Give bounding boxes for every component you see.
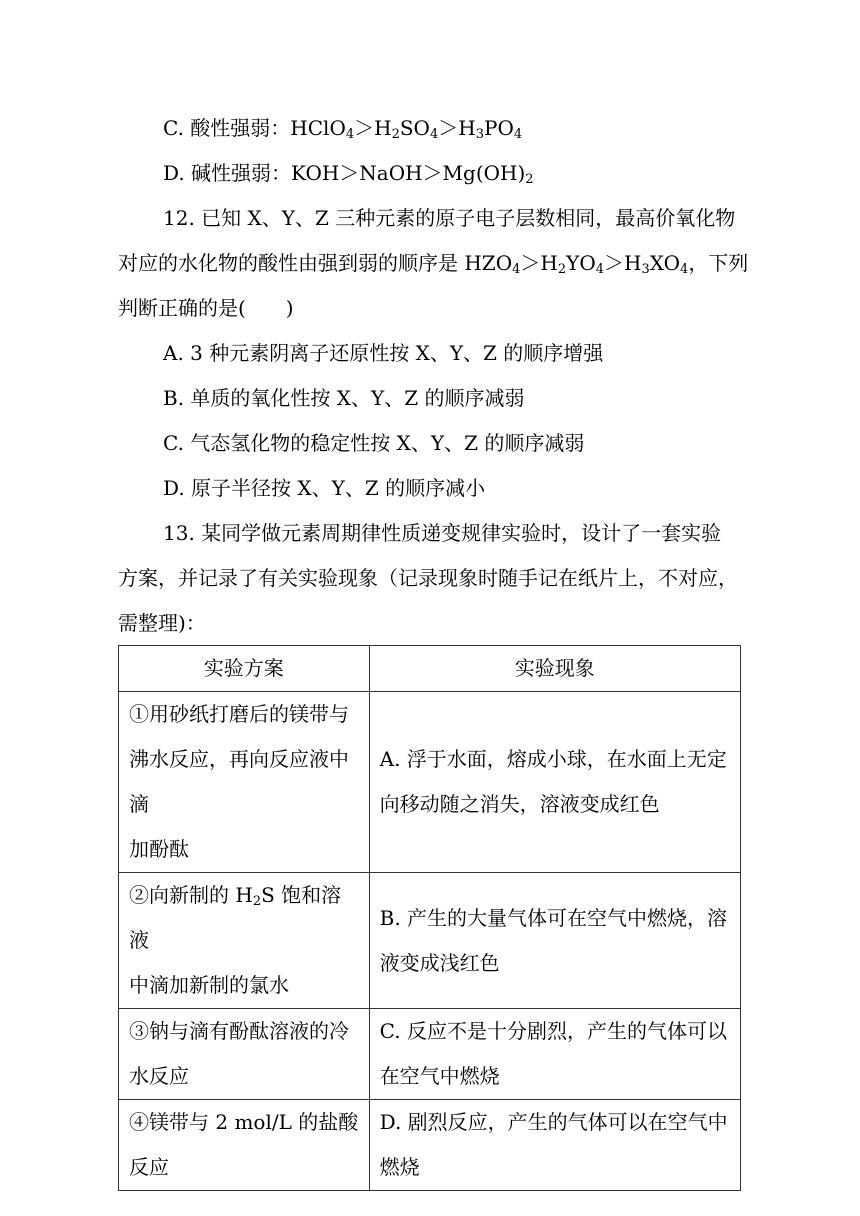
option-c-acidity: [163, 116, 522, 140]
q12-line1: 12. 已知 X、Y、Z 三种元素的原子电子层数相同，最高价氧化物: [163, 206, 736, 230]
q12-text: ＞H: [520, 251, 558, 275]
plan-line: 水反应: [129, 1064, 189, 1088]
phenomenon-cell: [369, 873, 740, 1009]
subscript: 4: [680, 262, 689, 277]
option-d-basicity: [163, 161, 534, 185]
phenomenon-line: A. 浮于水面，熔成小球，在水面上无定: [379, 747, 727, 771]
subscript: 4: [512, 262, 521, 277]
phenomenon-line: 液变成浅红色: [379, 950, 500, 975]
subscript: 2: [557, 262, 567, 277]
plan-line: [129, 873, 359, 963]
plan-line: 沸水反应，再向反应液中滴: [129, 747, 349, 816]
table-row: [119, 1100, 741, 1191]
plan-line: ④镁带与 2 mol/L 的盐酸: [129, 1110, 359, 1134]
q12-text: XO: [649, 251, 681, 275]
subscript: 3: [475, 127, 484, 142]
phenomenon-line: D. 剧烈反应，产生的气体可以在空气中: [379, 1110, 728, 1134]
q13-line1: 13. 某同学做元素周期律性质递变规律实验时，设计了一套实验: [163, 521, 722, 545]
subscript: 4: [595, 262, 604, 277]
table-row: [119, 1009, 741, 1100]
option-c-text: C. 酸性强弱：HClO: [163, 116, 346, 140]
subscript: 4: [429, 127, 439, 142]
q12-text: ，下列: [688, 251, 749, 275]
plan-text: ②向新制的 H: [129, 883, 253, 907]
plan-line: 反应: [129, 1155, 169, 1179]
subscript: 3: [641, 262, 650, 277]
phenomenon-line: 在空气中燃烧: [379, 1064, 500, 1088]
q12-line3: 判断正确的是( ): [118, 296, 294, 320]
phenomenon-line: 燃烧: [379, 1155, 420, 1179]
option-d-text: D. 碱性强弱：KOH＞NaOH＞Mg(OH): [163, 161, 526, 185]
plan-cell: [119, 1100, 370, 1191]
phenomenon-line: C. 反应不是十分剧烈，产生的气体可以: [379, 1019, 727, 1043]
q12-option-d: D. 原子半径按 X、Y、Z 的顺序减小: [163, 476, 486, 500]
subscript: 2: [252, 894, 262, 909]
q12-option-c: C. 气态氢化物的稳定性按 X、Y、Z 的顺序减弱: [163, 431, 585, 455]
option-c-text: ＞H: [438, 116, 476, 140]
subscript: 2: [525, 172, 534, 187]
table-header-row: [119, 646, 741, 692]
phenomenon-line: B. 产生的大量气体可在空气中燃烧，溶: [379, 905, 728, 930]
header-plan: 实验方案: [119, 646, 370, 692]
table-row: [119, 692, 741, 873]
subscript: 2: [391, 127, 400, 142]
plan-line: 加酚酞: [129, 837, 189, 861]
q12-option-a: A. 3 种元素阴离子还原性按 X、Y、Z 的顺序增强: [163, 341, 604, 365]
experiment-table: [118, 645, 741, 1191]
subscript: 4: [345, 127, 355, 142]
plan-cell: [119, 692, 370, 873]
q13-line3: 需整理)：: [118, 611, 206, 635]
phenomenon-cell: [369, 1100, 740, 1191]
table-row: [119, 873, 741, 1009]
phenomenon-cell: [369, 1009, 740, 1100]
q12-text: ＞H: [604, 251, 642, 275]
plan-line: ③钠与滴有酚酞溶液的冷: [129, 1019, 349, 1043]
option-c-text: SO: [399, 116, 430, 140]
plan-cell: [119, 873, 370, 1009]
plan-text: S 饱和溶液: [129, 883, 342, 952]
plan-cell: [119, 1009, 370, 1100]
option-c-text: ＞H: [354, 116, 392, 140]
phenomenon-cell: [369, 692, 740, 873]
q13-line2: 方案，并记录了有关实验现象（记录现象时随手记在纸片上，不对应，: [118, 566, 738, 590]
subscript: 4: [513, 127, 523, 142]
option-c-text: PO: [483, 116, 514, 140]
q12-text: 对应的水化物的酸性由强到弱的顺序是 HZO: [118, 251, 513, 275]
q12-option-b: B. 单质的氧化性按 X、Y、Z 的顺序减弱: [163, 386, 525, 410]
q12-text: YO: [566, 251, 596, 275]
header-phenomenon: 实验现象: [369, 646, 740, 692]
plan-line: 中滴加新制的氯水: [129, 973, 289, 997]
q12-line2: [118, 251, 748, 275]
plan-line: ①用砂纸打磨后的镁带与: [129, 702, 349, 726]
phenomenon-line: 向移动随之消失，溶液变成红色: [379, 792, 660, 816]
